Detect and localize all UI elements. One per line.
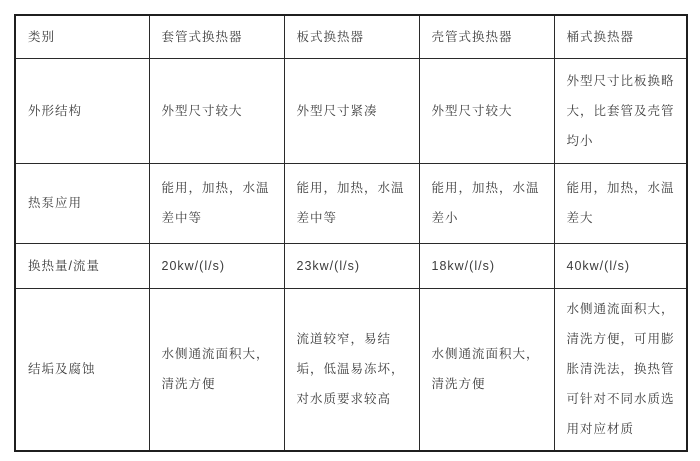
row-label: 热泵应用 [15, 163, 149, 243]
header-cell-category: 类别 [15, 15, 149, 58]
table-cell: 18kw/(l/s) [419, 243, 554, 288]
row-label: 结垢及腐蚀 [15, 288, 149, 451]
table-cell: 水侧通流面积大，清洗方便 [419, 288, 554, 451]
table-cell: 外型尺寸比板换略大，比套管及壳管均小 [554, 58, 687, 163]
table-row-scaling-corrosion [15, 288, 687, 451]
heat-exchanger-comparison-table [14, 14, 688, 452]
table-header-row [15, 15, 687, 58]
table-cell: 能用，加热，水温差中等 [284, 163, 419, 243]
row-label: 外形结构 [15, 58, 149, 163]
table-cell: 能用，加热，水温差大 [554, 163, 687, 243]
header-cell-plate: 板式换热器 [284, 15, 419, 58]
table-cell: 能用，加热，水温差中等 [149, 163, 284, 243]
table-row-heat-flow [15, 243, 687, 288]
header-cell-tank: 桶式换热器 [554, 15, 687, 58]
table-row-shape [15, 58, 687, 163]
header-cell-shell-tube: 壳管式换热器 [419, 15, 554, 58]
table-cell: 能用，加热，水温差小 [419, 163, 554, 243]
table-cell: 外型尺寸较大 [419, 58, 554, 163]
table-cell: 20kw/(l/s) [149, 243, 284, 288]
table-cell: 23kw/(l/s) [284, 243, 419, 288]
table-cell: 流道较窄，易结垢，低温易冻坏，对水质要求较高 [284, 288, 419, 451]
table-cell: 40kw/(l/s) [554, 243, 687, 288]
table-cell: 水侧通流面积大，清洗方便 [149, 288, 284, 451]
header-cell-tube-in-tube: 套管式换热器 [149, 15, 284, 58]
row-label: 换热量/流量 [15, 243, 149, 288]
table-cell: 水侧通流面积大，清洗方便，可用膨胀清洗法，换热管可针对不同水质选用对应材质 [554, 288, 687, 451]
table-cell: 外型尺寸较大 [149, 58, 284, 163]
table-cell: 外型尺寸紧凑 [284, 58, 419, 163]
table-row-heatpump-application [15, 163, 687, 243]
